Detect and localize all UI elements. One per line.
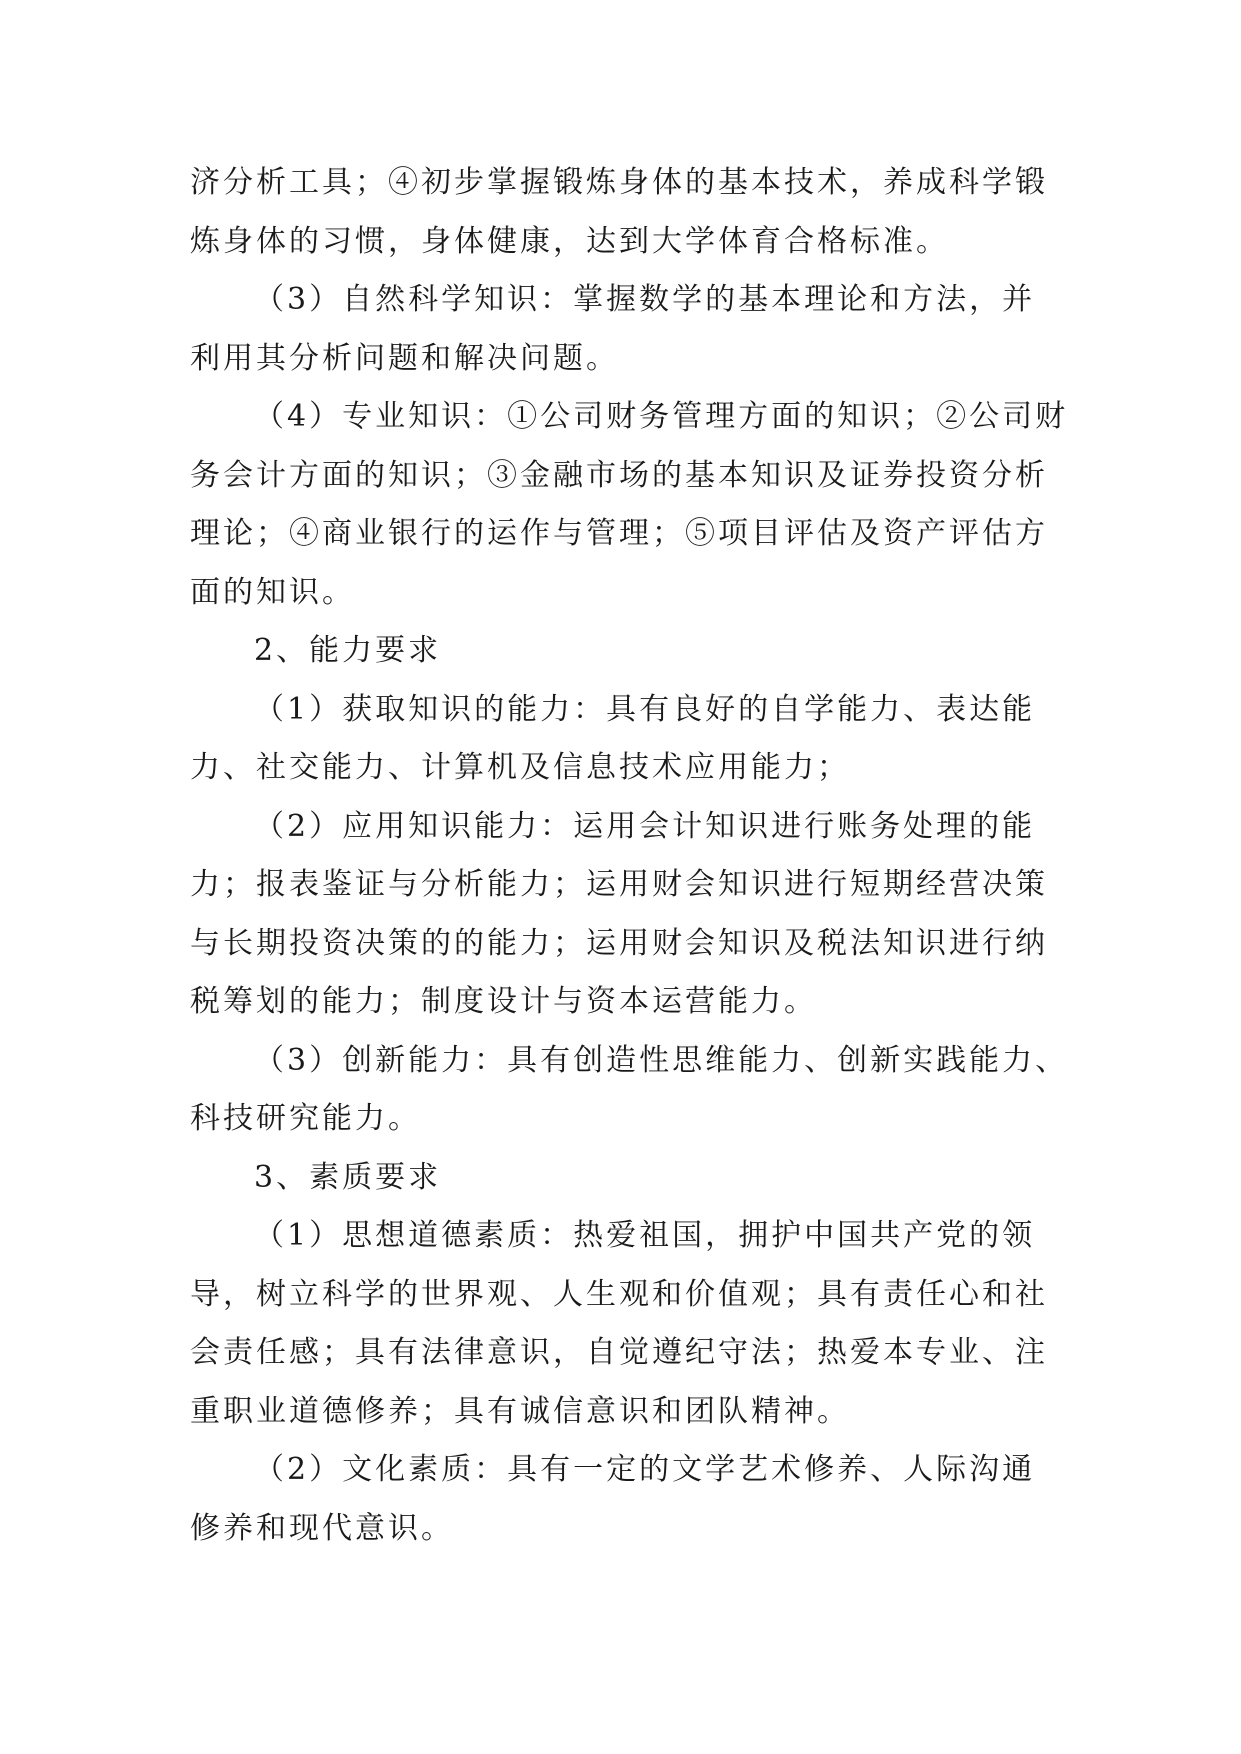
text-line: （1）思想道德素质：热爱祖国，拥护中国共产党的领 — [254, 1218, 1036, 1253]
text-line: 炼身体的习惯，身体健康，达到大学体育合格标准。 — [190, 223, 949, 259]
text-line: 与长期投资决策的的能力；运用财会知识及税法知识进行纳 — [190, 925, 1048, 961]
text-line: 济分析工具；④初步掌握锻炼身体的基本技术，养成科学锻 — [190, 165, 1048, 200]
text-line: 力、社交能力、计算机及信息技术应用能力； — [190, 750, 850, 785]
text-line: （3）创新能力：具有创造性思维能力、创新实践能力、 — [254, 1042, 1069, 1078]
text-line: 重职业道德修养；具有诚信意识和团队精神。 — [190, 1393, 850, 1429]
text-line: 务会计方面的知识；③金融市场的基本知识及证券投资分析 — [190, 457, 1048, 493]
text-line: （2）文化素质：具有一定的文学艺术修养、人际沟通 — [254, 1452, 1036, 1487]
text-line: （1）获取知识的能力：具有良好的自学能力、表达能 — [254, 691, 1036, 727]
text-line: 利用其分析问题和解决问题。 — [190, 340, 619, 376]
document-body — [190, 154, 1070, 1558]
text-line: （2）应用知识能力：运用会计知识进行账务处理的能 — [254, 808, 1036, 844]
text-line: 力；报表鉴证与分析能力；运用财会知识进行短期经营决策 — [190, 867, 1048, 902]
text-line: 修养和现代意识。 — [190, 1510, 454, 1546]
text-line: 理论；④商业银行的运作与管理；⑤项目评估及资产评估方 — [190, 516, 1048, 551]
section-heading: 2、能力要求 — [254, 633, 442, 668]
text-line: （4）专业知识：①公司财务管理方面的知识；②公司财 — [254, 399, 1069, 434]
section-heading: 3、素质要求 — [254, 1159, 442, 1195]
text-line: 税筹划的能力；制度设计与资本运营能力。 — [190, 984, 817, 1019]
text-line: 会责任感；具有法律意识，自觉遵纪守法；热爱本专业、注 — [190, 1335, 1048, 1370]
text-line: 科技研究能力。 — [190, 1101, 421, 1136]
text-line: 面的知识。 — [190, 574, 355, 610]
text-line: 导，树立科学的世界观、人生观和价值观；具有责任心和社 — [190, 1276, 1048, 1312]
text-line: （3）自然科学知识：掌握数学的基本理论和方法，并 — [254, 282, 1036, 317]
